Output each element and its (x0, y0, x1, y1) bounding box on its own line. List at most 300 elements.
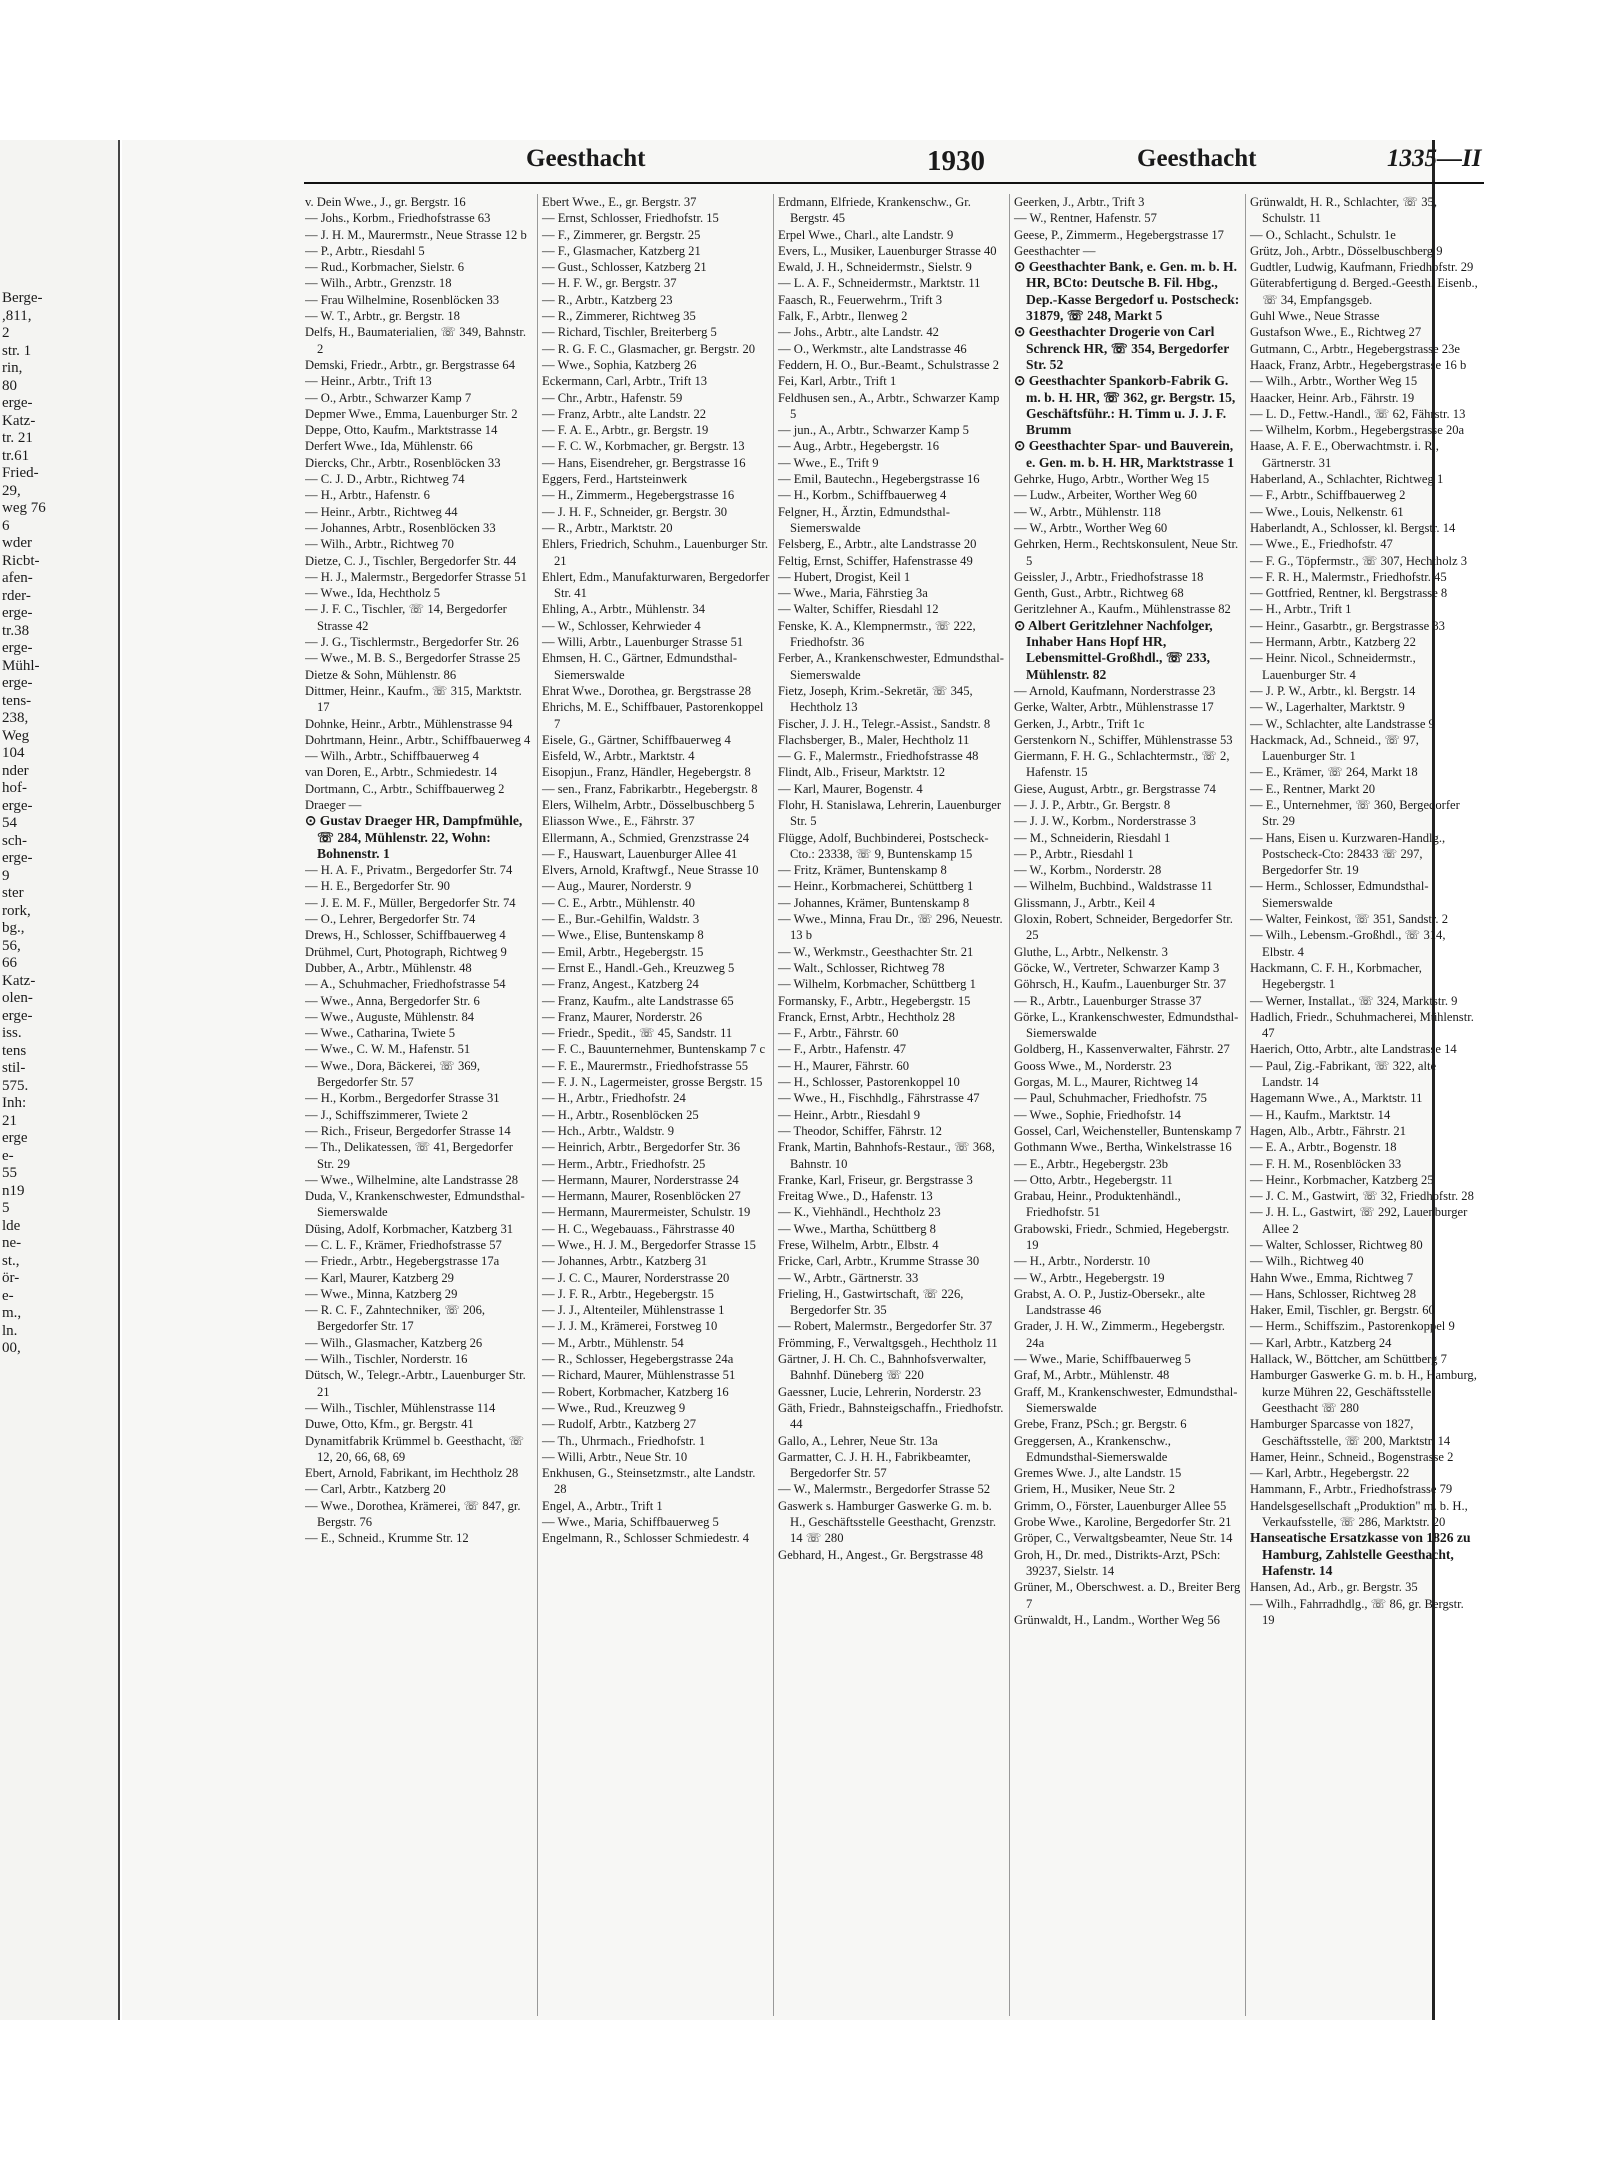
directory-entry: — Carl, Arbtr., Katzberg 20 (305, 1482, 446, 1497)
directory-entry: — Wilh., Arbtr., Grenzstr. 18 (305, 276, 452, 291)
directory-entry: Düsing, Adolf, Korbmacher, Katzberg 31 (305, 1221, 514, 1236)
directory-entry: — J. J., Altenteiler, Mühlenstrasse 1 (542, 1303, 725, 1318)
left-page-fragment: e- (2, 1287, 14, 1304)
directory-entry: Ehmsen, H. C., Gärtner, Edmundsthal-Siemerswalde (542, 651, 738, 682)
directory-entry: — Johannes, Arbtr., Rosenblöcken 33 (305, 520, 496, 535)
directory-entry: — Ernst E., Handl.-Geh., Kreuzweg 5 (542, 960, 735, 975)
directory-entry: Grabst, A. O. P., Justiz-Obersekr., alte Landstrasse 46 (1014, 1286, 1205, 1318)
directory-entry: Feddern, H. O., Bur.-Beamt., Schulstrasse 2 (778, 357, 1000, 372)
directory-entry: Dittmer, Heinr., Kaufm., ☏ 315, Marktstr. 17 (305, 683, 522, 715)
directory-entry: Göhrsch, H., Kaufm., Lauenburger Str. 37 (1014, 977, 1227, 992)
directory-entry: — J. G., Tischlermstr., Bergedorfer Str. 26 (305, 635, 519, 650)
directory-entry: Enkhusen, G., Steinsetzmstr., alte Landstr. 28 (542, 1466, 756, 1497)
directory-entry: — Karl, Arbtr., Katzberg 24 (1250, 1335, 1392, 1350)
directory-entry: — Johs., Korbm., Friedhofstrasse 63 (305, 211, 491, 226)
directory-entry: — F. C., Bauunternehmer, Buntenskamp 7 c (542, 1042, 766, 1057)
directory-entry: Dütsch, W., Telegr.-Arbtr., Lauenburger Str. 21 (305, 1368, 526, 1399)
directory-entry: — Wwe., Maria, Schiffbauerweg 5 (542, 1515, 719, 1530)
directory-entry: ⊙ Geesthachter Bank, e. Gen. m. b. H. HR, BCto: Deutsche B. Fil. Hbg., Dep.-Kasse Bergedorf u. Postscheck: 31879, ☏ 248, Markt 5 (1014, 259, 1240, 324)
directory-entry: — P., Arbtr., Riesdahl 1 (1014, 846, 1134, 861)
left-page-fragment: rin, (2, 360, 23, 376)
directory-entry: — F. C. W., Korbmacher, gr. Bergstr. 13 (542, 439, 745, 454)
left-page-fragment: lde (2, 1217, 21, 1234)
directory-entry: Gossel, Carl, Weichensteller, Buntenskamp 7 (1014, 1123, 1242, 1138)
directory-entry: Grimm, O., Förster, Lauenburger Allee 55 (1014, 1498, 1227, 1513)
directory-entry: Dynamitfabrik Krümmel b. Geesthacht, ☏ 12, 20, 66, 68, 69 (305, 1433, 525, 1464)
directory-entry: — Ludw., Arbeiter, Worther Weg 60 (1014, 488, 1197, 503)
directory-entry: Flohr, H. Stanislawa, Lehrerin, Lauenburger Str. 5 (778, 797, 1002, 829)
directory-entry: Eisopjun., Franz, Händler, Hegebergstr. 8 (542, 765, 751, 780)
directory-entry: — Wilh., Fahrradhdlg., ☏ 86, gr. Bergstr. 19 (1250, 1596, 1464, 1627)
directory-entry: — F., Arbtr., Schiffbauerweg 2 (1250, 488, 1406, 503)
directory-entry: Haberlandt, A., Schlosser, kl. Bergstr. 14 (1250, 520, 1456, 535)
directory-entry: Groh, H., Dr. med., Distrikts-Arzt, PSch: 39237, Sielstr. 14 (1014, 1547, 1221, 1578)
directory-entry: — Wwe., Anna, Bergedorfer Str. 6 (305, 993, 480, 1008)
left-page-fragment: Weg (2, 727, 30, 744)
directory-entry: — O., Schlacht., Schulstr. 1e (1250, 227, 1396, 242)
directory-entry: — Friedr., Arbtr., Hegebergstrasse 17a (305, 1254, 500, 1269)
directory-entry: Flachsberger, B., Maler, Hechtholz 11 (778, 732, 970, 747)
directory-entry: — W., Schlachter, alte Landstrasse 9 (1250, 716, 1435, 731)
directory-entry: Grünwaldt, H., Landm., Worther Weg 56 (1014, 1612, 1220, 1627)
directory-entry: — Karl, Maurer, Katzberg 29 (305, 1270, 454, 1285)
directory-entry: — R., Arbtr., Lauenburger Strasse 37 (1014, 993, 1202, 1008)
directory-entry: — Herm., Arbtr., Friedhofstr. 25 (542, 1156, 706, 1171)
directory-entry: Güterabfertigung d. Berged.-Geesth. Eisenb., ☏ 34, Empfangsgeb. (1250, 276, 1478, 307)
left-page-fragment: e- (2, 1147, 14, 1164)
directory-entry: — Gust., Schlosser, Katzberg 21 (542, 260, 707, 275)
directory-entry: — Franz, Maurer, Norderstr. 26 (542, 1009, 703, 1024)
directory-entry: — Gottfried, Rentner, kl. Bergstrasse 8 (1250, 586, 1448, 601)
directory-entry: — Wilh., Lebensm.-Großhdl., ☏ 314, Elbstr. 4 (1250, 928, 1446, 959)
directory-entry: — F., Zimmerer, gr. Bergstr. 25 (542, 227, 701, 242)
directory-entry: Goldberg, H., Kassenverwalter, Fährstr. 27 (1014, 1042, 1230, 1057)
directory-entry: — J. F. C., Tischler, ☏ 14, Bergedorfer Strasse 42 (305, 602, 507, 633)
directory-entry: Eggers, Ferd., Hartsteinwerk (542, 472, 688, 487)
directory-entry: — Paul, Zig.-Fabrikant, ☏ 322, alte Landstr. 14 (1250, 1058, 1437, 1090)
directory-entry: — Hans, Eisen u. Kurzwaren-Handlg., Postscheck-Cto: 28433 ☏ 297, Bergedorfer Str. 19 (1250, 830, 1446, 878)
directory-entry: Gothmann Wwe., Bertha, Winkelstrasse 16 (1014, 1140, 1232, 1155)
left-page-fragment: 29, (2, 482, 21, 499)
directory-entry: Gutmann, C., Arbtr., Hegebergstrasse 23e (1250, 341, 1460, 356)
directory-entry: Faasch, R., Feuerwehrm., Trift 3 (778, 292, 943, 307)
directory-entry: — O., Werkmstr., alte Landstrasse 46 (778, 341, 967, 356)
directory-entry: — Heinr., Gasarbtr., gr. Bergstrasse 33 (1250, 618, 1445, 633)
directory-entry: — R. G. F. C., Glasmacher, gr. Bergstr. 20 (542, 341, 756, 356)
left-page-fragment: 238, (2, 710, 29, 726)
directory-entry: Franke, Karl, Friseur, gr. Bergstrasse 3 (778, 1172, 973, 1187)
directory-entry: — E., Bur.-Gehilfin, Waldstr. 3 (542, 912, 700, 927)
directory-entry: — Karl, Arbtr., Hegebergstr. 22 (1250, 1466, 1410, 1481)
left-page-fragment: ln. (2, 1322, 18, 1339)
directory-entry: — Friedr., Spedit., ☏ 45, Sandstr. 11 (542, 1026, 733, 1041)
left-page-fragment: 9 (2, 867, 10, 884)
directory-entry: Giese, August, Arbtr., gr. Bergstrasse 74 (1014, 781, 1216, 796)
left-page-fragment: erge- (2, 850, 33, 866)
left-page-fragment: 21 (2, 1112, 17, 1129)
directory-entry: Ebert Wwe., E., gr. Bergstr. 37 (542, 195, 697, 209)
directory-entry: — Wwe., Minna, Frau Dr., ☏ 296, Neuestr. 13 b (778, 912, 1003, 943)
header-place-left: Geesthacht (526, 145, 646, 172)
directory-entry: — H., Korbm., Bergedorfer Strasse 31 (305, 1091, 500, 1106)
left-page-fragment: 80 (2, 377, 17, 394)
directory-entry: Ehrat Wwe., Dorothea, gr. Bergstrasse 28 (542, 683, 752, 698)
left-page-fragment: 6 (2, 517, 10, 534)
directory-entry: — Willi, Arbtr., Neue Str. 10 (542, 1449, 688, 1464)
directory-entry: Hammann, F., Arbtr., Friedhofstrasse 79 (1250, 1482, 1453, 1497)
directory-entry: — Hermann, Maurermeister, Schulstr. 19 (542, 1205, 751, 1220)
directory-entry: — J. J. W., Korbm., Norderstrasse 3 (1014, 814, 1196, 829)
directory-entry: — R., Zimmerer, Richtweg 35 (542, 309, 696, 324)
directory-entry: — L. A. F., Schneidermstr., Marktstr. 11 (778, 276, 981, 291)
directory-entry: — W., Arbtr., Hegebergstr. 19 (1014, 1270, 1165, 1285)
directory-entry: Gooss Wwe., M., Norderstr. 23 (1014, 1058, 1172, 1073)
directory-entry: Hahn Wwe., Emma, Richtweg 7 (1250, 1270, 1414, 1285)
directory-entry: — Heinr., Arbtr., Richtweg 44 (305, 504, 458, 519)
directory-entry: — Hermann, Maurer, Rosenblöcken 27 (542, 1189, 741, 1204)
left-page-fragment: 55 (2, 1165, 17, 1181)
left-page-fragment: ster (2, 885, 24, 901)
directory-entry: Geese, P., Zimmerm., Hegebergstrasse 17 (1014, 227, 1224, 242)
page-header (302, 145, 1480, 179)
directory-entry: — Walter, Schiffer, Riesdahl 12 (778, 602, 939, 617)
directory-entry: Erpel Wwe., Charl., alte Landstr. 9 (778, 227, 954, 242)
directory-entry: Haase, A. F. E., Oberwachtmstr. i. R., Gärtnerstr. 31 (1250, 439, 1439, 470)
directory-entry: — Aug., Maurer, Norderstr. 9 (542, 879, 692, 894)
left-page-fragment: n19 (2, 1182, 25, 1199)
directory-entry: Frieling, H., Gastwirtschaft, ☏ 226, Bergedorfer Str. 35 (778, 1286, 964, 1318)
directory-entry: — H., Arbtr., Hafenstr. 6 (305, 488, 430, 503)
directory-entry: ⊙ Geesthachter Drogerie von Carl Schrenck HR, ☏ 354, Bergedorfer Str. 52 (1014, 324, 1230, 372)
directory-entry: Flindt, Alb., Friseur, Marktstr. 12 (778, 765, 946, 780)
directory-entry: Ebert, Arnold, Fabrikant, im Hechtholz 28 (305, 1466, 519, 1481)
directory-entry: Gehrken, Herm., Rechtskonsulent, Neue Str. 5 (1014, 537, 1239, 568)
left-page-fragment: Katz- (2, 412, 36, 429)
header-year: 1930 (927, 145, 985, 177)
left-page-fragment: 54 (2, 815, 17, 831)
left-page-fragment: weg 76 (2, 500, 46, 516)
column-2 (537, 194, 770, 2016)
directory-entry: Gudtler, Ludwig, Kaufmann, Friedhofstr. 29 (1250, 260, 1474, 275)
directory-entry: Geissler, J., Arbtr., Friedhofstrasse 18 (1014, 569, 1204, 584)
directory-entry: Haker, Emil, Tischler, gr. Bergstr. 60 (1250, 1303, 1435, 1318)
left-page-fragment: ne- (2, 1235, 22, 1251)
directory-entry: — J. C. M., Gastwirt, ☏ 32, Friedhofstr. 28 (1250, 1189, 1474, 1204)
directory-entry: Derfert Wwe., Ida, Mühlenstr. 66 (305, 439, 473, 454)
directory-entry: Gallo, A., Lehrer, Neue Str. 13a (778, 1433, 938, 1448)
directory-entry: — Wwe., Louis, Nelkenstr. 61 (1250, 504, 1404, 519)
directory-entry: — E., Rentner, Markt 20 (1250, 781, 1376, 796)
directory-entry: — Franz, Angest., Katzberg 24 (542, 977, 699, 992)
left-page-fragment: rder- (2, 587, 31, 604)
left-page-fragment: tr.61 (2, 447, 30, 464)
left-page-fragment: hof- (2, 780, 27, 796)
directory-entry: Felgner, H., Ärztin, Edmundsthal-Siemerswalde (778, 504, 950, 535)
left-page-fragment: nder (2, 762, 29, 779)
directory-entry: Dohnke, Heinr., Arbtr., Mühlenstrasse 94 (305, 716, 513, 731)
directory-entry: — Wilhelm, Korbm., Hegebergstrasse 20a (1250, 423, 1465, 438)
directory-entry: — P., Arbtr., Riesdahl 5 (305, 243, 425, 258)
directory-entry: Formansky, F., Arbtr., Hegebergstr. 15 (778, 993, 971, 1008)
directory-entry: — Karl, Maurer, Bogenstr. 4 (778, 781, 923, 796)
directory-entry: — Otto, Arbtr., Hegebergstr. 11 (1014, 1172, 1173, 1187)
directory-entry: — Wwe., Wilhelmine, alte Landstrasse 28 (305, 1172, 519, 1187)
left-page-fragment: 66 (2, 955, 17, 971)
directory-entry: Deppe, Otto, Kaufm., Marktstrasse 14 (305, 423, 498, 438)
directory-entry: — H., Arbtr., Trift 1 (1250, 602, 1352, 617)
directory-entry: Geesthachter — (1014, 243, 1096, 258)
header-place-right: Geesthacht (1137, 145, 1257, 172)
directory-entry: — L. D., Fettw.-Handl., ☏ 62, Fährstr. 13 (1250, 406, 1466, 421)
directory-entry: — J. F. R., Arbtr., Hegebergstr. 15 (542, 1286, 714, 1301)
directory-entry: Ehrichs, M. E., Schiffbauer, Pastorenkoppel 7 (542, 700, 764, 731)
directory-entry: — Wwe., C. W. M., Hafenstr. 51 (305, 1042, 471, 1057)
directory-entry: — H., Arbtr., Norderstr. 10 (1014, 1254, 1151, 1269)
column-1 (305, 194, 533, 2016)
directory-entry: — Wilh., Arbtr., Worther Weg 15 (1250, 374, 1418, 389)
directory-entry: Gerke, Walter, Arbtr., Mühlenstrasse 17 (1014, 700, 1214, 715)
directory-entry: — Hermann, Maurer, Norderstrasse 24 (542, 1172, 739, 1187)
directory-entry: — Rich., Friseur, Bergedorfer Strasse 14 (305, 1123, 511, 1138)
directory-entry: — Herm., Schiffszim., Pastorenkoppel 9 (1250, 1319, 1455, 1334)
directory-entry: Flügge, Adolf, Buchbinderei, Postscheck-Cto.: 23338, ☏ 9, Buntenskamp 15 (778, 830, 989, 861)
directory-entry: Elvers, Arnold, Kraftwgf., Neue Strasse 10 (542, 863, 759, 878)
directory-entry: Hagen, Alb., Arbtr., Fährstr. 21 (1250, 1123, 1407, 1138)
directory-entry: Frank, Martin, Bahnhofs-Restaur., ☏ 368, Bahnstr. 10 (778, 1140, 995, 1171)
directory-entry: — C. E., Arbtr., Mühlenstr. 40 (542, 895, 695, 910)
directory-entry: — Robert, Malermstr., Bergedorfer Str. 37 (778, 1319, 993, 1334)
directory-entry: Delfs, H., Baumaterialien, ☏ 349, Bahnstr. 2 (305, 325, 527, 356)
directory-entry: — H., Schlosser, Pastorenkoppel 10 (778, 1075, 960, 1090)
directory-entry: — Arnold, Kaufmann, Norderstrasse 23 (1014, 683, 1216, 698)
directory-entry: — J. H. M., Maurermstr., Neue Strasse 12 b (305, 227, 527, 242)
directory-entry: — Wwe., Auguste, Mühlenstr. 84 (305, 1009, 475, 1024)
directory-entry: — J. J. P., Arbtr., Gr. Bergstr. 8 (1014, 797, 1171, 812)
directory-entry: — Wilhelm, Buchbind., Waldstrasse 11 (1014, 879, 1213, 894)
directory-entry: Fenske, K. A., Klempnermstr., ☏ 222, Friedhofstr. 36 (778, 618, 976, 650)
column-3 (773, 194, 1006, 2016)
left-page-fragment: erge- (2, 640, 33, 656)
left-page-fragment: erge (2, 1130, 28, 1146)
directory-entry: — Heinrich, Arbtr., Bergedorfer Str. 36 (542, 1140, 741, 1155)
directory-entry: Frese, Wilhelm, Arbtr., Elbstr. 4 (778, 1238, 939, 1252)
directory-entry: Garmatter, C. J. H. H., Fabrikbeamter, Bergedorfer Str. 57 (778, 1449, 971, 1481)
directory-entry: — W., Arbtr., Gärtnerstr. 33 (778, 1270, 919, 1285)
directory-entry: — E., Unternehmer, ☏ 360, Bergedorfer Str. 29 (1250, 797, 1460, 829)
directory-entry: — Heinr., Arbtr., Riesdahl 9 (778, 1107, 921, 1122)
directory-entry: — W., Schlosser, Kehrwieder 4 (542, 618, 701, 633)
directory-entry: Gloxin, Robert, Schneider, Bergedorfer Str. 25 (1014, 912, 1233, 943)
directory-entry: — Wwe., Dorothea, Krämerei, ☏ 847, gr. Bergstr. 76 (305, 1498, 521, 1530)
directory-entry: — Wwe., M. B. S., Bergedorfer Strasse 25 (305, 651, 521, 666)
directory-entry: — Wwe., H. J. M., Bergedorfer Strasse 15 (542, 1238, 756, 1252)
directory-entry: Dietze, C. J., Tischler, Bergedorfer Str. 44 (305, 553, 517, 568)
directory-entry: Fietz, Joseph, Krim.-Sekretär, ☏ 345, Hechtholz 13 (778, 683, 973, 715)
directory-entry: Grebe, Franz, PSch.; gr. Bergstr. 6 (1014, 1417, 1187, 1432)
directory-entry: — W., Lagerhalter, Marktstr. 9 (1250, 700, 1405, 715)
directory-entry: Feltig, Ernst, Schiffer, Hafenstrasse 49 (778, 553, 973, 568)
directory-entry: Guhl Wwe., Neue Strasse (1250, 309, 1380, 324)
directory-entry: Frömming, F., Verwaltgsgeh., Hechtholz 11 (778, 1335, 998, 1350)
directory-entry: — Richard, Tischler, Breiterberg 5 (542, 325, 717, 340)
directory-entry: — W., Arbtr., Worther Weg 60 (1014, 520, 1168, 535)
previous-page-text-fragments (2, 290, 114, 1358)
directory-entry: — R., Arbtr., Marktstr. 20 (542, 520, 673, 535)
directory-entry: Engel, A., Arbtr., Trift 1 (542, 1498, 663, 1513)
directory-entry: Grabau, Heinr., Produktenhändl., Friedhofstr. 51 (1014, 1189, 1181, 1220)
directory-entry: — Heinr., Korbmacherei, Schüttberg 1 (778, 879, 974, 894)
left-page-fragment: 104 (2, 745, 25, 761)
directory-entry: — R., Schlosser, Hegebergstrasse 24a (542, 1352, 734, 1367)
directory-entry: Hackmann, C. F. H., Korbmacher, Hegebergstr. 1 (1250, 960, 1422, 992)
directory-entry: — C. J. D., Arbtr., Richtweg 74 (305, 472, 465, 487)
directory-entry: Haerich, Otto, Arbtr., alte Landstrasse 14 (1250, 1042, 1457, 1057)
directory-entry: — Wwe., H., Fischhdlg., Fährstrasse 47 (778, 1091, 980, 1106)
directory-entry: — Hermann, Arbtr., Katzberg 22 (1250, 635, 1416, 650)
directory-entry: — Franz, Arbtr., alte Landstr. 22 (542, 406, 707, 421)
directory-entry: — O., Arbtr., Schwarzer Kamp 7 (305, 390, 472, 405)
directory-entry: — F., Hauswart, Lauenburger Allee 41 (542, 846, 738, 861)
directory-entry: — F., Glasmacher, Katzberg 21 (542, 243, 701, 258)
directory-entry: — W., Korbm., Norderstr. 28 (1014, 863, 1162, 878)
directory-entry: Dubber, A., Arbtr., Mühlenstr. 48 (305, 960, 472, 975)
directory-entry: Grünwaldt, H. R., Schlachter, ☏ 35, Schulstr. 11 (1250, 195, 1437, 226)
directory-entry: — F. R. H., Malermstr., Friedhofstr. 45 (1250, 569, 1447, 584)
directory-entry: — Wwe., Dora, Bäckerei, ☏ 369, Bergedorfer Str. 57 (305, 1058, 480, 1090)
directory-entry: — Emil, Bautechn., Hegebergstrasse 16 (778, 472, 980, 487)
directory-entry: Ellermann, A., Schmied, Grenzstrasse 24 (542, 830, 750, 845)
directory-entry: — H. C., Wegebauass., Fährstrasse 40 (542, 1221, 735, 1236)
directory-entry: — F. J. N., Lagermeister, grosse Bergstr. 15 (542, 1075, 763, 1090)
directory-entry: Felsberg, E., Arbtr., alte Landstrasse 20 (778, 537, 977, 552)
directory-entry: — Fritz, Krämer, Buntenskamp 8 (778, 863, 947, 878)
directory-entry: — Wwe., Martha, Schüttberg 8 (778, 1221, 936, 1236)
directory-entry: Ehlert, Edm., Manufakturwaren, Bergedorfer Str. 41 (542, 569, 770, 601)
left-page-fragment: Mühl- (2, 657, 40, 674)
directory-entry: — J., Schiffszimmerer, Twiete 2 (305, 1107, 468, 1122)
left-page-fragment: erge- (2, 605, 33, 621)
left-page-fragment: erge- (2, 1007, 33, 1024)
directory-entry: — Wilh., Richtweg 40 (1250, 1254, 1364, 1269)
directory-entry: — F. A. E., Arbtr., gr. Bergstr. 19 (542, 423, 709, 438)
left-page-fragment: erge- (2, 675, 33, 691)
directory-entry: Hanseatische Ersatzkasse von 1826 zu Hamburg, Zahlstelle Geesthacht, Hafenstr. 14 (1250, 1530, 1471, 1578)
left-page-fragment: tr. 21 (2, 430, 33, 446)
left-page-fragment: tens (2, 1042, 27, 1059)
directory-entry: Gustafson Wwe., E., Richtweg 27 (1250, 325, 1422, 340)
left-page-fragment: str. 1 (2, 342, 32, 359)
directory-entry: Dortmann, C., Arbtr., Schiffbauerweg 2 (305, 781, 505, 796)
directory-entry: — J. J. M., Krämerei, Forstweg 10 (542, 1319, 718, 1334)
directory-entry: — Ernst, Schlosser, Friedhofstr. 15 (542, 211, 719, 226)
directory-entry: Dietze & Sohn, Mühlenstr. 86 (305, 667, 457, 682)
directory-entry: — Th., Uhrmach., Friedhofstr. 1 (542, 1433, 706, 1448)
directory-entry: Gehrke, Hugo, Arbtr., Worther Weg 15 (1014, 472, 1210, 487)
directory-entry: Duwe, Otto, Kfm., gr. Bergstr. 41 (305, 1417, 474, 1432)
left-page-fragment: ör- (2, 1270, 20, 1286)
directory-entry: — F., Arbtr., Hafenstr. 47 (778, 1042, 907, 1057)
directory-entry: — Rud., Korbmacher, Sielstr. 6 (305, 260, 464, 275)
directory-entry: — H., Arbtr., Friedhofstr. 24 (542, 1091, 686, 1106)
left-page-fragment: stil- (2, 1060, 26, 1076)
directory-entry: Görke, L., Krankenschwester, Edmundsthal-Siemerswalde (1014, 1009, 1239, 1041)
directory-entry: — Willi, Arbtr., Lauenburger Strasse 51 (542, 635, 744, 650)
directory-entry: — H. J., Malermstr., Bergedorfer Strasse 51 (305, 569, 527, 584)
directory-entry: — Wwe., Maria, Fährstieg 3a (778, 586, 928, 601)
directory-entry: Ferber, A., Krankenschwester, Edmundsthal-Siemerswalde (778, 651, 1004, 682)
directory-entry: Graf, M., Arbtr., Mühlenstr. 48 (1014, 1368, 1170, 1383)
left-page-fragment: bg., (2, 920, 25, 936)
directory-entry: Hagemann Wwe., A., Marktstr. 11 (1250, 1091, 1423, 1106)
directory-entry: — W., Werkmstr., Geesthachter Str. 21 (778, 944, 974, 959)
directory-entry: — Walter, Feinkost, ☏ 351, Sandstr. 2 (1250, 912, 1448, 927)
directory-entry: Glissmann, J., Arbtr., Keil 4 (1014, 895, 1155, 910)
directory-entry: — W., Malermstr., Bergedorfer Strasse 52 (778, 1482, 991, 1497)
column-4 (1009, 194, 1242, 2016)
left-page-fragment: ,811, (2, 307, 32, 324)
directory-entry: — W. T., Arbtr., gr. Bergstr. 18 (305, 309, 460, 324)
directory-entry: — J. P. W., Arbtr., kl. Bergstr. 14 (1250, 683, 1416, 698)
directory-entry: — Wilhelm, Korbmacher, Schüttberg 1 (778, 977, 976, 992)
directory-entry: Eisfeld, W., Arbtr., Marktstr. 4 (542, 749, 695, 764)
directory-entry: — Chr., Arbtr., Hafenstr. 59 (542, 390, 683, 405)
directory-entry: Hallack, W., Böttcher, am Schüttberg 7 (1250, 1352, 1447, 1367)
directory-entry: Göcke, W., Vertreter, Schwarzer Kamp 3 (1014, 960, 1220, 975)
directory-entry: Greggersen, A., Krankenschw., Edmundsthal-Siemerswalde (1014, 1433, 1171, 1464)
directory-entry: Gaessner, Lucie, Lehrerin, Norderstr. 23 (778, 1384, 982, 1399)
directory-entry: — Johannes, Arbtr., Katzberg 31 (542, 1254, 708, 1269)
directory-entry: — E., Krämer, ☏ 264, Markt 18 (1250, 765, 1418, 780)
directory-entry: — F. G., Töpfermstr., ☏ 307, Hechtholz 3 (1250, 553, 1468, 568)
directory-entry: — M., Schneiderin, Riesdahl 1 (1014, 830, 1171, 845)
directory-entry: Falk, F., Arbtr., Ilenweg 2 (778, 309, 908, 324)
directory-entry: — W., Arbtr., Mühlenstr. 118 (1014, 504, 1161, 519)
directory-entry: — Frau Wilhelmine, Rosenblöcken 33 (305, 292, 500, 307)
directory-entry: — Robert, Korbmacher, Katzberg 16 (542, 1384, 729, 1399)
directory-entry: — Richard, Maurer, Mühlenstrasse 51 (542, 1368, 736, 1383)
directory-entry: — Heinr., Korbmacher, Katzberg 25 (1250, 1172, 1434, 1187)
directory-entry: — Wwe., Sophia, Katzberg 26 (542, 357, 697, 372)
directory-entry: — E. A., Arbtr., Bogenstr. 18 (1250, 1140, 1397, 1155)
directory-entry: Eisele, G., Gärtner, Schiffbauerweg 4 (542, 732, 731, 747)
left-page-fragment: 5 (2, 1200, 10, 1216)
directory-entry: Duda, V., Krankenschwester, Edmundsthal-Siemerswalde (305, 1189, 525, 1220)
directory-entry: Gröper, C., Verwaltgsbeamter, Neue Str. 14 (1014, 1531, 1233, 1546)
directory-entry: — Theodor, Schiffer, Fährstr. 12 (778, 1123, 942, 1138)
directory-entry: — Johs., Arbtr., alte Landstr. 42 (778, 325, 939, 340)
directory-entry: — Wwe., Sophie, Friedhofstr. 14 (1014, 1107, 1181, 1122)
directory-entry: Ehlers, Friedrich, Schuhm., Lauenburger Str. 21 (542, 537, 769, 568)
directory-entry: — M., Arbtr., Mühlenstr. 54 (542, 1335, 684, 1350)
directory-entry: — H., Maurer, Fährstr. 60 (778, 1058, 910, 1073)
directory-entry: — C. L. F., Krämer, Friedhofstrasse 57 (305, 1238, 502, 1252)
directory-entry: Hamburger Gaswerke G. m. b. H., Hamburg, kurze Mühren 22, Geschäftsstelle Geesthacht ☏ 280 (1250, 1368, 1477, 1415)
directory-entry: — Walter, Schlosser, Richtweg 80 (1250, 1238, 1423, 1252)
directory-entry: — Wwe., E., Trift 9 (778, 455, 879, 470)
directory-entry: — O., Lehrer, Bergedorfer Str. 74 (305, 912, 476, 927)
left-page-fragment: Katz- (2, 972, 36, 989)
directory-entry: — Werner, Installat., ☏ 324, Marktstr. 9 (1250, 993, 1458, 1008)
directory-entry: — Wilh., Glasmacher, Katzberg 26 (305, 1335, 483, 1350)
directory-entry: Gremes Wwe. J., alte Landstr. 15 (1014, 1466, 1182, 1481)
directory-entry: Drews, H., Schlosser, Schiffbauerweg 4 (305, 928, 506, 943)
directory-entry: — Wwe., Catharina, Twiete 5 (305, 1026, 456, 1041)
directory-entry: — Wwe., Marie, Schiffbauerweg 5 (1014, 1352, 1191, 1367)
directory-entry: van Doren, E., Arbtr., Schmiedestr. 14 (305, 765, 498, 780)
directory-entry: — J. H. L., Gastwirt, ☏ 292, Lauenburger Allee 2 (1250, 1205, 1468, 1236)
column-5 (1245, 194, 1478, 2016)
directory-entry: Handelsgesellschaft „Produktion" m. b. H., Verkaufsstelle, ☏ 286, Marktstr. 20 (1250, 1498, 1468, 1530)
